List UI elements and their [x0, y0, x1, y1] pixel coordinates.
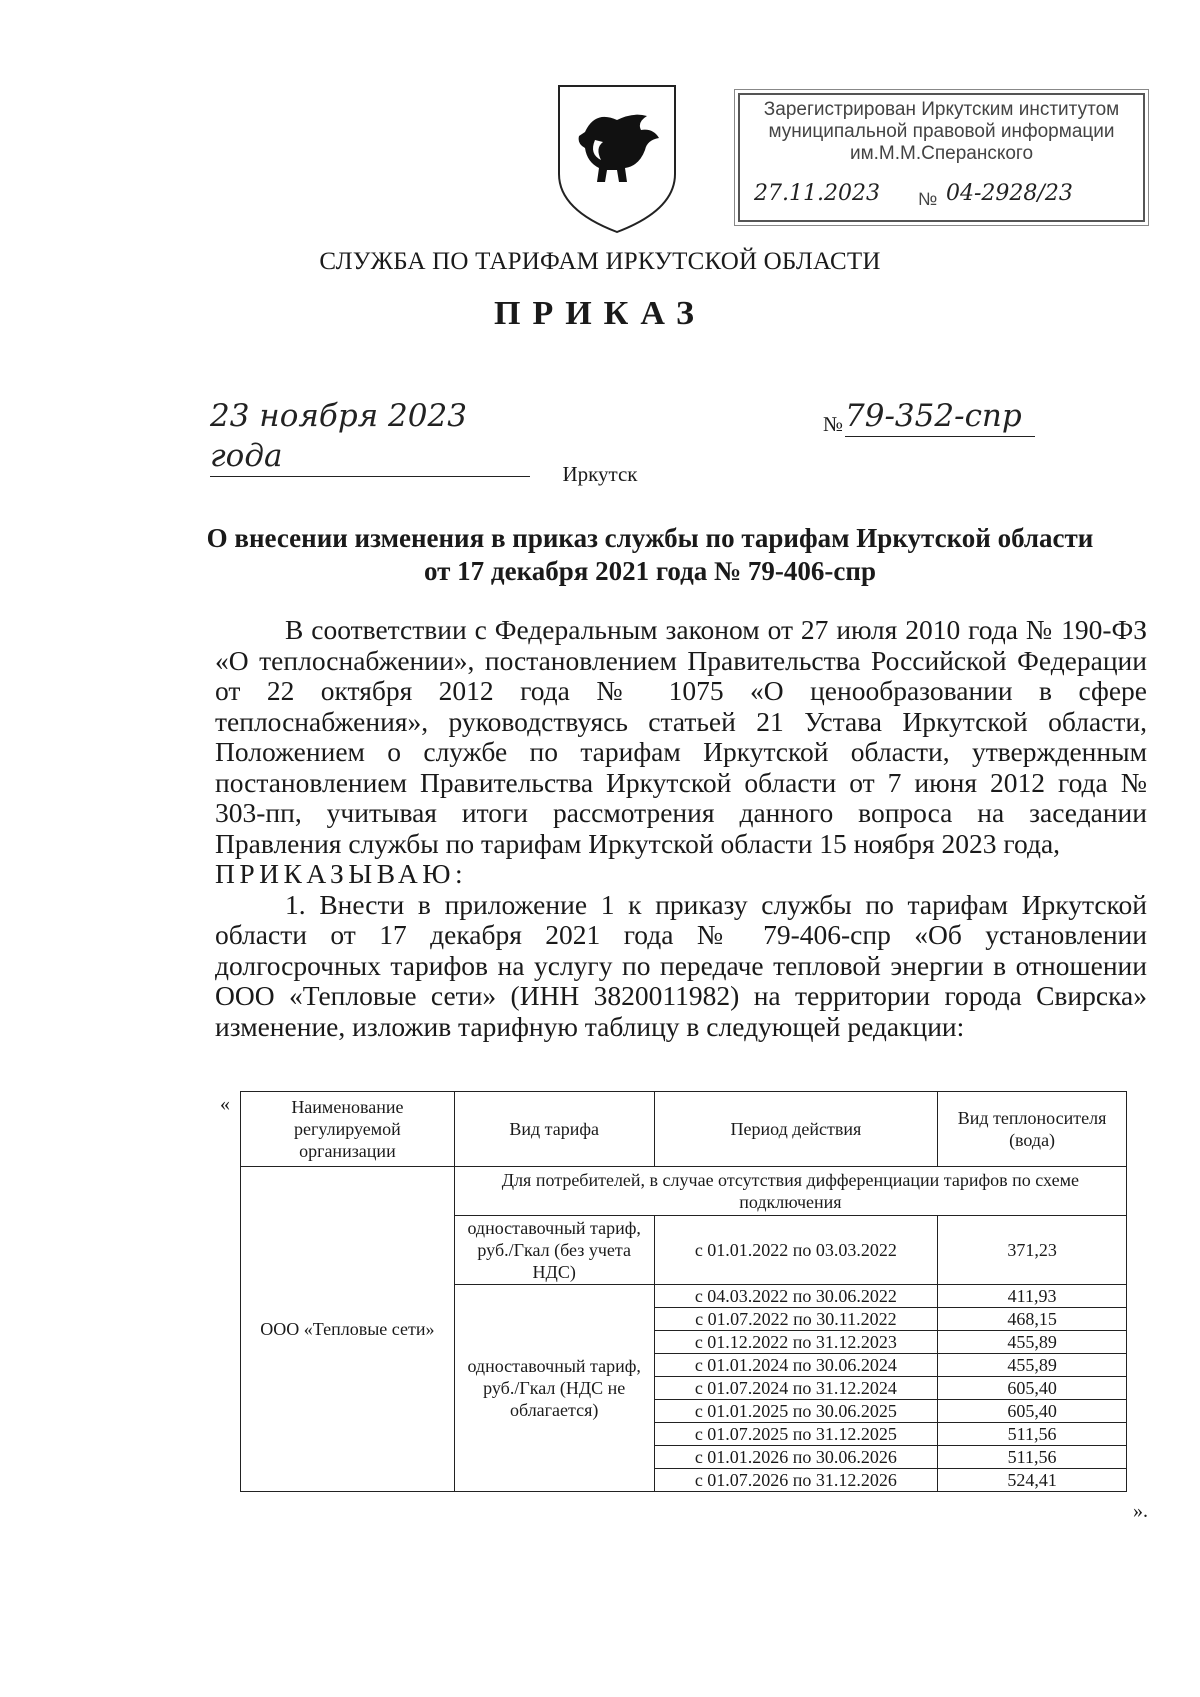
value-cell: 411,93 [938, 1285, 1127, 1308]
preamble-paragraph: В соответствии с Федеральным законом от 27 июля 2010 года № 190-ФЗ «О теплоснабжении», постановлением Правительства Российской Федерации от 22 октября 2012 года № 1075 «О ценообразовании в сфере теплоснабжения», руководствуясь статьей 21 Устава Иркутской области, Положением о службе по тарифам Иркутской области, утвержденным постановлением Правительства Иркутской области от 7 июня 2012 года № 303-пп, учитывая итоги рассмотрения данного вопроса на заседании Правления службы по тарифам Иркутской области 15 ноября 2023 года, [215, 614, 1147, 859]
period-cell: с 01.01.2025 по 30.06.2025 [654, 1400, 938, 1423]
value-cell: 605,40 [938, 1377, 1127, 1400]
organization-cell: ООО «Тепловые сети» [241, 1167, 455, 1492]
section-label: Для потребителей, в случае отсутствия дифференциации тарифов по схеме подключения [454, 1167, 1126, 1216]
stamp-date: 27.11.2023 [754, 181, 880, 206]
value-cell: 605,40 [938, 1400, 1127, 1423]
tariff-type-cell-2: одноставочный тариф, руб./Гкал (НДС не облагается) [454, 1285, 654, 1492]
value-cell: 468,15 [938, 1308, 1127, 1331]
period-cell: с 01.07.2024 по 31.12.2024 [654, 1377, 938, 1400]
value-cell: 524,41 [938, 1469, 1127, 1492]
item-1-paragraph: 1. Внести в приложение 1 к приказу службы по тарифам Иркутской области от 17 декабря 2021 года № 79-406-спр «Об установлении долгосрочных тарифов на услугу по передаче тепловой энергии в отношении ООО «Тепловые сети» (ИНН 3820011982) на территории города Свирска» изменение, изложив тарифную таблицу в следующей редакции: [215, 888, 1147, 1042]
stamp-number-label: № [918, 189, 938, 209]
order-date: 23 ноября 2023 года [210, 396, 530, 477]
table-quote-close: ». [1133, 1500, 1148, 1522]
period-cell: с 01.07.2022 по 30.11.2022 [654, 1308, 938, 1331]
period-cell: с 04.03.2022 по 30.06.2022 [654, 1285, 938, 1308]
coat-of-arms-emblem [555, 82, 679, 234]
table-row [241, 1167, 1127, 1216]
value-cell: 455,89 [938, 1354, 1127, 1377]
registration-stamp [738, 93, 1145, 222]
stamp-line-1: Зарегистрирован Иркутским институтом [763, 99, 1120, 120]
value-cell: 511,56 [938, 1423, 1127, 1446]
stamp-line-2: муниципальной правовой информации [768, 121, 1115, 142]
value-cell: 371,23 [938, 1216, 1127, 1285]
document-type: ПРИКАЗ [494, 295, 706, 332]
document-title [150, 522, 1150, 588]
period-cell: с 01.07.2026 по 31.12.2026 [654, 1469, 938, 1492]
header-period: Период действия [654, 1092, 938, 1167]
header-organization: Наименование регулируемой организации [241, 1092, 455, 1167]
stamp-number: 04-2928/23 [946, 181, 1073, 206]
value-cell: 511,56 [938, 1446, 1127, 1469]
city: Иркутск [562, 462, 638, 486]
period-cell: с 01.01.2024 по 30.06.2024 [654, 1354, 938, 1377]
title-line-2: от 17 декабря 2021 года № 79-406-спр [424, 556, 876, 586]
title-line-1: О внесении изменения в приказ службы по тарифам Иркутской области [206, 523, 1094, 553]
tariff-type-cell-1: одноставочный тариф, руб./Гкал (без учета НДС) [454, 1216, 654, 1285]
value-cell: 455,89 [938, 1331, 1127, 1354]
table-header-row [241, 1092, 1127, 1167]
stamp-line-3: им.М.М.Сперанского [849, 143, 1034, 164]
tariff-table [240, 1091, 1127, 1492]
agency-name: СЛУЖБА ПО ТАРИФАМ ИРКУТСКОЙ ОБЛАСТИ [319, 248, 881, 275]
table-quote-open: « [220, 1093, 230, 1115]
period-cell: с 01.12.2022 по 31.12.2023 [654, 1331, 938, 1354]
order-number: 79-352-спр [845, 396, 1035, 437]
order-number-label: № [823, 412, 844, 436]
decree-word: ПРИКАЗЫВАЮ: [215, 858, 468, 889]
document-body [215, 615, 1147, 1042]
header-tariff-type: Вид тарифа [454, 1092, 654, 1167]
header-coolant: Вид теплоносителя (вода) [938, 1092, 1127, 1167]
period-cell: с 01.01.2026 по 30.06.2026 [654, 1446, 938, 1469]
period-cell: с 01.01.2022 по 03.03.2022 [654, 1216, 938, 1285]
period-cell: с 01.07.2025 по 31.12.2025 [654, 1423, 938, 1446]
